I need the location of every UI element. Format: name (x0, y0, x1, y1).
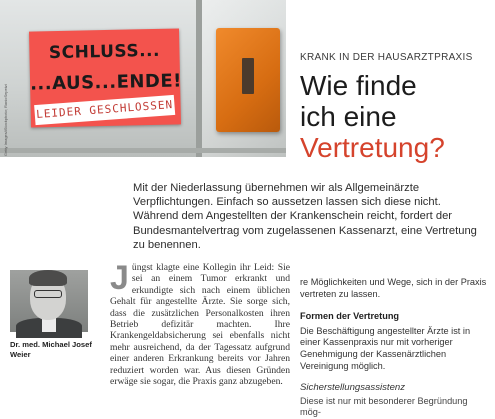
body-paragraph: re Möglichkeiten und Wege, sich in der Praxis vertreten zu lassen. (300, 277, 487, 299)
drop-cap: J (110, 259, 129, 297)
sign-line-1: SCHLUSS... (48, 40, 161, 64)
closed-sign (29, 28, 181, 127)
hero-photo (0, 0, 286, 157)
body-paragraph: Diese ist nur mit besonderer Begründung mög- (300, 395, 468, 418)
body-column-1 (110, 259, 290, 388)
section-subheading: Sicherstellungsassistenz (300, 382, 406, 394)
article-lead: Mit der Niederlassung übernehmen wir als Allgemeinärzte Verpflichtungen. Einfach so aussetzen lassen sich diese nicht. Während dem Angestellten der Krankenschein reicht, fordert der Bundesmantelvertrag vom zugelassenen Kassenarzt, eine Vertretung zu benennen. (133, 182, 477, 251)
body-column-2 (300, 277, 488, 419)
title-accent: Vertretung? (300, 132, 445, 163)
portrait-shirt (42, 318, 56, 332)
body-paragraph: Die Beschäftigung angestellter Ärzte ist in einer Kassenpraxis nur mit vorheriger Genehmigung der Kassenärztlichen Vereinigung möglich. (300, 325, 471, 371)
portrait-hair (29, 270, 67, 286)
body-column-1-text: üngst klagte eine Kollegin ihr Leid: Sie sei an einem Tumor erkrankt und erkundigte sich nach einem üblichen Gehalt für angestellte Ärzte. Sie sorge sich, dass die zusätzlichen Personalkosten ihren Betrieb defizitär machten. Ihre Krankengeldabsicherung sei ebenfalls nicht mehr ausreichend, da der Tagessatz aufgrund einer anderen Erkrankung bereits vor Jahren reduziert worden war. Aus diesen Gründen erwäge sie sogar, die Praxis ganz abzugeben. (110, 262, 290, 388)
mail-slot-box (216, 28, 280, 132)
window-frame (196, 0, 202, 157)
author-name: Dr. med. Michael Josef Weier (10, 340, 92, 359)
photo-credit: Getty Images/iStockphoto; RanioSepetzi (3, 84, 8, 156)
sign-line-2: ...AUS...ENDE! (29, 70, 183, 95)
title-line-2: ich eine (300, 101, 397, 132)
author-portrait (10, 270, 88, 332)
title-line-1: Wie finde (300, 70, 417, 101)
section-heading: Formen der Vertretung (300, 311, 400, 322)
sign-strip: LEIDER GESCHLOSSEN (34, 95, 175, 125)
mail-slot (242, 58, 254, 94)
window-sill (0, 148, 286, 153)
article-kicker: KRANK IN DER HAUSARZTPRAXIS (300, 52, 473, 63)
article-title (300, 70, 490, 163)
portrait-glasses (34, 290, 62, 298)
